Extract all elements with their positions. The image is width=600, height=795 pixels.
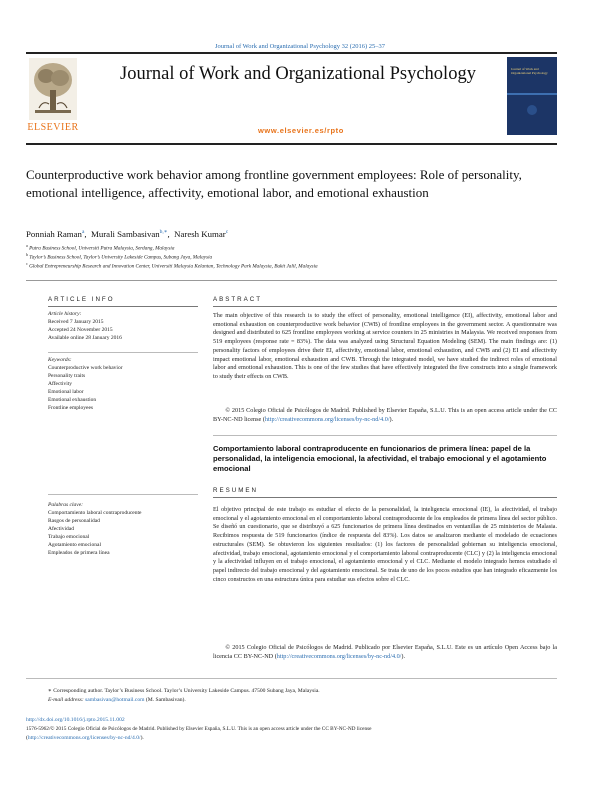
history-accepted: Accepted 24 November 2015: [48, 327, 113, 333]
author-name[interactable]: Murali Sambasivan: [91, 229, 160, 239]
email-owner: (M. Sambasivan).: [145, 697, 186, 703]
author-affiliation-marker[interactable]: b,∗: [159, 229, 168, 236]
resumen-copyright: [213, 644, 557, 661]
palabra-clave[interactable]: Trabajo emocional: [48, 534, 90, 540]
doi-link[interactable]: [26, 717, 125, 723]
article-history-label: Article history:: [48, 311, 82, 317]
affiliation-text: Putra Business School, Universiti Putra Malaysia, Serdang, Malaysia: [29, 245, 175, 252]
email-link[interactable]: sambasivan@hotmail.com: [85, 697, 145, 703]
affiliation: [26, 252, 212, 261]
spanish-section-rule: [213, 435, 557, 436]
copyright-close: ).: [401, 652, 406, 660]
history-received: Received 7 January 2015: [48, 319, 104, 325]
keyword[interactable]: Emotional exhaustion: [48, 397, 97, 403]
journal-title: Journal of Work and Organizational Psychology: [120, 64, 476, 84]
palabras-clave-label: Palabras clave:: [48, 502, 83, 508]
header-bottom-rule: [26, 143, 557, 145]
article-info-rule: [48, 306, 198, 307]
keywords-label: Keywords:: [48, 357, 72, 363]
keyword[interactable]: Emotional labor: [48, 389, 84, 395]
journal-homepage-link[interactable]: www.elsevier.es/rpto: [258, 126, 344, 135]
palabra-clave[interactable]: Agotamiento emocional: [48, 542, 101, 548]
corresponding-author-note: ∗ Corresponding author. Taylor’s Business School. Taylor’s University Lakeside Campus. 47500 Subang Jaya, Malaysia.: [48, 688, 320, 694]
elsevier-tree-icon: [29, 58, 77, 120]
article-info-heading: ARTICLE INFO: [48, 296, 115, 303]
keywords-rule: [48, 352, 198, 353]
keyword[interactable]: Counterproductive work behavior: [48, 365, 123, 371]
author-affiliation-marker[interactable]: c: [225, 229, 229, 236]
email-note: [48, 697, 186, 703]
keyword[interactable]: Personality traits: [48, 373, 86, 379]
copyright-close: ).: [389, 415, 394, 423]
affiliation-marker: c: [26, 261, 28, 266]
resumen-text: El objetivo principal de este trabajo es estudiar el efecto de la personalidad, la inteligencia emocional (IE), la afectividad, el trabajo emocional y el agotamiento emocional en el comportamiento laboral contraproducente de los empleados de primera línea del sector público. Se diseñó un cuestionario, que se distribuyó a 625 funcionarios de primera línea destinados en ventanillas de 25 ministerios de Malasia. Recibimos respuesta de 519 funcionarios (índice de respuesta del 83%). Los datos se analizaron mediante el modelado de ecuaciones estructurales (SEM). Se obtuvieron los siguientes resultados: (1) los factores de personalidad gobiernan su inteligencia emocional, afectividad, trabajo emocional, agotamiento emocional y el comportamiento laboral contraproducente (CLC) y (2) la inteligencia emocional y la afectividad influyen en el trabajo emocional, el agotamiento emocional y el CLC. Mediante el modelo integrado hemos estudiado el papel indirecto del trabajo emocional y del agotamiento emocional. Se trata de uno de los pocos estudios que han integrado eficazmente los cinco constructos en una estructura única para estudiar sus efectos sobre el CLC.: [213, 507, 557, 583]
keyword[interactable]: Affectivity: [48, 381, 73, 387]
cover-stripe: [507, 93, 557, 95]
header-top-rule: [26, 52, 557, 54]
license-link[interactable]: http://creativecommons.org/licenses/by-nc-nd/4.0/: [276, 652, 402, 660]
palabra-clave[interactable]: Comportamiento laboral contraproducente: [48, 510, 142, 516]
author-name[interactable]: Ponniah Raman: [26, 229, 82, 239]
journal-reference[interactable]: Journal of Work and Organizational Psychology 32 (2016) 25–37: [214, 43, 385, 50]
palabras-rule: [48, 494, 198, 495]
palabra-clave[interactable]: Afectividad: [48, 526, 74, 532]
abstract-rule: [213, 306, 557, 307]
history-online: Available online 28 January 2016: [48, 335, 122, 341]
affiliation: [26, 261, 318, 270]
author-list: [26, 229, 228, 239]
copyright-text: © 2015 Colegio Oficial de Psicólogos de Madrid. Published by Elsevier España, S.L.U. This is an open access article under the CC BY-NC-ND license (: [213, 407, 557, 423]
copyright-text: © 2015 Colegio Oficial de Psicólogos de Madrid. Publicado por Elsevier España, S.L.U. Este es un artículo Open Access bajo la licencia CC BY-NC-ND (: [213, 644, 557, 660]
affiliation-text: Taylor’s Business School, Taylor’s University Lakeside Campus, Subang Jaya, Malaysia: [29, 254, 213, 261]
abstract-copyright: [213, 407, 557, 424]
resumen-rule: [213, 497, 557, 498]
author-name[interactable]: Naresh Kumar: [174, 229, 226, 239]
elsevier-wordmark: ELSEVIER: [27, 122, 79, 133]
abstract-text: The main objective of this research is to study the effect of personality, emotional intelligence (EI), affectivity, emotional labor and emotional exhaustion on counterproductive work behavior (CWB) of frontline employees in the government sector. A questionnaire was designed and distributed to 625 frontline employees working at service counters in 25 ministries in Malaysia. We received responses from 519 employees (response rate = 83%). The data was analyzed using Structural Equation Modeling (SEM). The main findings are: (1) personality factors of employees drive their EI, affectivity, emotional labor, emotional exhaustion, and CWB and (2) EI and affectivity impact emotional labor, emotional exhaustion and CWB. Through the integrated model, we have studied the indirect roles of emotional labor and emotional exhaustion. This is one of the few studies that have effectively integrated the five constructs into a single framework to study their effects on CWB.: [213, 312, 557, 380]
elsevier-logo: [26, 58, 80, 134]
author-separator: ,: [84, 229, 87, 239]
license-link[interactable]: http://creativecommons.org/licenses/by-nc-nd/4.0/: [27, 735, 141, 741]
author-affiliation-marker[interactable]: a: [81, 229, 85, 236]
spanish-title: Comportamiento laboral contraproducente en funcionarios de primera línea: papel de la personalidad, la inteligencia emocional, la afectividad, el trabajo emocional y el agotamiento emocional: [213, 444, 547, 473]
palabra-clave[interactable]: Rasgos de personalidad: [48, 518, 100, 524]
affiliation-text: Global Entrepreneurship Research and Innovation Center, Universiti Malaysia Kelantan, Technology Park Malaysia, Bukit Jalil, Malaysia: [29, 263, 318, 270]
resumen-heading: RESUMEN: [213, 487, 258, 494]
license-link[interactable]: http://creativecommons.org/licenses/by-nc-nd/4.0/: [264, 415, 390, 423]
journal-cover-thumbnail: [507, 57, 557, 135]
affiliation-marker: b: [26, 252, 28, 257]
affiliation-marker: a: [26, 243, 28, 248]
issn-copyright-line: 1576-5962/© 2015 Colegio Oficial de Psicólogos de Madrid. Published by Elsevier España, S.L.U. This is an open access article under the CC BY-NC-ND license: [26, 726, 372, 732]
cover-title: Journal of Work and Organizational Psychology: [511, 67, 548, 75]
footnote-rule: [26, 678, 557, 679]
keyword[interactable]: Frontline employees: [48, 405, 94, 411]
cover-emblem-icon: [527, 105, 537, 115]
affiliations-rule: [26, 280, 557, 281]
author-separator: ,: [167, 229, 170, 239]
bottom-license: (http://creativecommons.org/licenses/by-nc-nd/4.0/).: [26, 735, 144, 741]
abstract-heading: ABSTRACT: [213, 296, 263, 303]
affiliation: [26, 243, 174, 252]
doi-text[interactable]: http://dx.doi.org/10.1016/j.rpto.2015.11.002: [26, 717, 125, 723]
article-title: Counterproductive work behavior among frontline government employees: Role of personality, emotional intelligence, affectivity, emotional labor, and emotional exhaustion: [26, 167, 522, 200]
email-label: E-mail address:: [48, 697, 84, 703]
palabra-clave[interactable]: Empleados de primera línea: [48, 550, 110, 556]
